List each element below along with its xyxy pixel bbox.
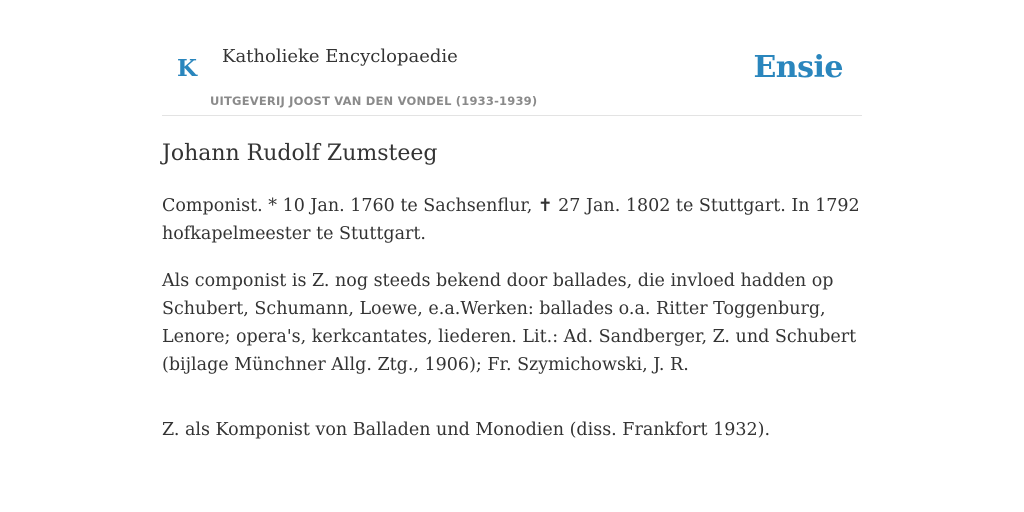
publication-subtitle: UITGEVERIJ JOOST VAN DEN VONDEL (1933-1939) [210, 94, 538, 108]
article-paragraph: Z. als Komponist von Balladen und Monodien (diss. Frankfort 1932). [162, 420, 771, 440]
encyclopedia-logo[interactable]: K [177, 55, 197, 82]
article-paragraph: Componist. * 10 Jan. 1760 te Sachsenflur, ✝ 27 Jan. 1802 te Stuttgart. In 1792 hofkapelmeester te Stuttgart. [162, 196, 860, 244]
article-paragraph: Als componist is Z. nog steeds bekend door ballades, die invloed hadden op Schubert, Schumann, Loewe, e.a.Werken: ballades o.a. Ritter Toggenburg, Lenore; opera's, kerkcantates, liederen. Lit.: Ad. Sandberger, Z. und Schubert (bijlage Münchner Allg. Ztg., 1906); Fr. Szymichowski, J. R. [162, 271, 857, 375]
site-header [162, 40, 862, 116]
ensie-brand-logo[interactable]: Ensie [753, 50, 843, 85]
article-content [162, 137, 862, 463]
publication-title[interactable]: Katholieke Encyclopaedie [222, 46, 458, 67]
article-title: Johann Rudolf Zumsteeg [162, 141, 438, 166]
